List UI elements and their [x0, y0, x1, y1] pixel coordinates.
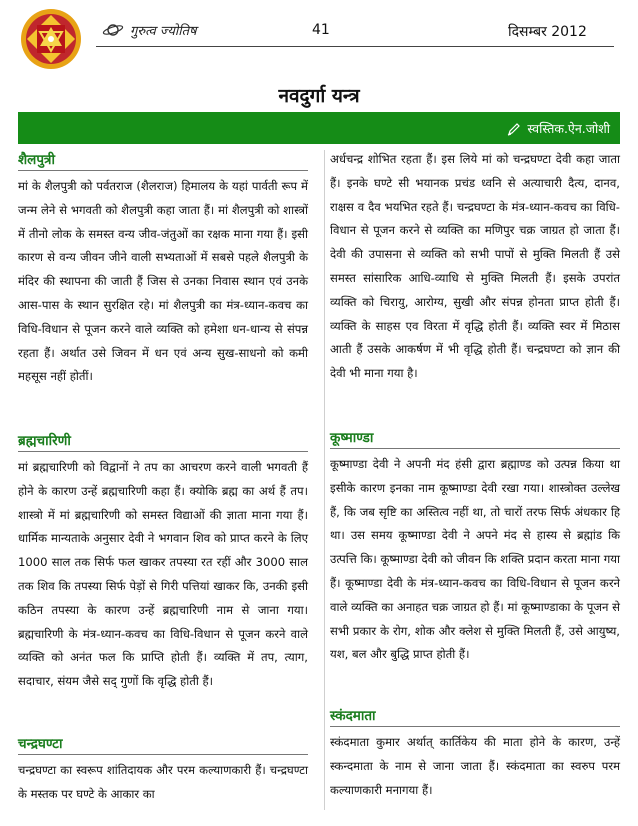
yantra-logo-icon [20, 8, 82, 70]
section-shailputri [18, 150, 308, 389]
section-chandraghanta [18, 734, 308, 807]
section-skandamata [330, 706, 620, 802]
section-body: मां के शैलपुत्री को पर्वतराज (शैलराज) हिमालय के यहां पार्वती रूप में जन्म लेने से भगवती को शैलपुत्री कहा जाता हैं। मां शैलपुत्री को शास्त्रों में तीनो लोक के समस्त वन्य जीव-जंतुओं का रक्षक माना गया हैं। इसी कारण से वन्य जीवन जीने वाली सभ्यताओं में सबसे पहले शैलपुत्री के मंदिर की स्थापना की जाती हैं जिस से उनका निवास स्थान एवं उनके आस-पास के स्थान सुरक्षित रहे। मां शैलपुत्री का मंत्र-ध्यान-कवच का विधि-विधान से पूजन करने वाले व्यक्ति को हमेशा धन-धान्य से संपन्न रहता हैं। अर्थात उसे जिवन में धन एवं अन्य सुख-साधनो को कमी महसूस नहीं होतीं। [18, 179, 308, 384]
section-chandraghanta-continued [330, 148, 620, 386]
page-header [0, 0, 638, 68]
section-heading: कूष्माण्डा [330, 430, 374, 446]
issue-date: दिसम्बर 2012 [508, 24, 587, 40]
section-body: कूष्माण्डा देवी ने अपनी मंद हंसी द्वारा ब्रह्माण्ड को उत्पन्न किया था इसीके कारण इनका नाम कूष्माण्डा देवी रखा गया। शास्त्रोक्त उल्लेख हैं, कि जब सृष्टि का अस्तित्व नहीं था, तो चारों तरफ सिर्फ अंधकार हि था। उस समय कूष्माण्डा देवी ने अपने मंद से हास्य से ब्रह्मांड कि उत्पत्ति कि। कूष्माण्डा देवी को जीवन कि शक्ति प्रदान करता माना गया हैं। कूष्माण्डा देवी के मंत्र-ध्यान-कवच का विधि-विधान से पूजन करने वाले व्यक्ति का अनाहत चक्र जाग्रत हो हैं। मां कूष्माण्डाका के पूजन से सभी प्रकार के रोग, शोक और क्लेश से मुक्ति मिलती हैं, उसे आयुष्य, यश, बल और बुद्धि प्राप्त होती हैं। [330, 457, 620, 662]
section-body: अर्धचन्द्र शोभित रहता हैं। इस लिये मां को चन्द्रघण्टा देवी कहा जाता हैं। इनके घण्टे सी भयानक प्रचंड ध्वनि से अत्याचारी दैत्य, दानव, राक्षस व दैव भयभित रहते हैं। चन्द्रघण्टा के मंत्र-ध्यान-कवच का विधि-विधान से पूजन करने से व्यक्ति का मणिपुर चक्र जाग्रत हो जाता हैं। देवी की उपासना से व्यक्ति को सभी पापों से मुक्ति मिलती हैं उसे समस्त सांसारिक आधि-व्याधि से मुक्ति मिलती हैं। इसके उपरांत व्यक्ति को चिरायु, आरोग्य, सुखी और संपन्न होनता प्राप्त होती हैं। व्यक्ति के साहस एव विरता में वृद्धि होती हैं। व्यक्ति स्वर में मिठास आती हैं उसके आकर्षण में भी वृद्धि होती हैं। चन्द्रघण्टा को ज्ञान की देवी भी माना गया है। [330, 152, 620, 381]
header-divider [96, 46, 614, 47]
heading-underline [330, 448, 620, 449]
heading-underline [18, 754, 308, 755]
heading-underline [18, 170, 308, 171]
author-band [18, 112, 620, 144]
section-heading: ब्रह्मचारिणी [18, 433, 71, 449]
section-heading: चन्द्रघण्टा [18, 736, 63, 752]
author-byline [507, 120, 610, 137]
section-body: मां ब्रह्मचारिणी को विद्वानों ने तप का आचरण करने वाली भगवती हैं होने के कारण उन्हें ब्रह्मचारिणी कहा हैं। क्योकि ब्रह्म का अर्थ हैं तप। शास्त्रो में मां ब्रह्मचारिणी को समस्त विद्याओं की ज्ञाता माना गया हैं। धार्मिक मान्यताके अनुसार देवी ने भगवान शिव को प्राप्त करने के लिए 1000 साल तक सिर्फ फल खाकर तपस्या रत रहीं और 3000 साल तक शिव कि तपस्या सिर्फ पेड़ों से गिरी पत्तियां खाकर कि, उनकी इसी कठिन तपस्या के कारण उन्हें ब्रह्मचारिणी नाम से जाना गया। ब्रह्मचारिणी के मंत्र-ध्यान-कवच का विधि-विधान से पूजन करने वाले व्यक्ति को अनंत फल कि प्राप्ति होती हैं। व्यक्ति में तप, त्याग, सदाचार, संयम जैसे सद् गुणों कि वृद्धि होती हैं। [18, 460, 308, 689]
brand [102, 21, 197, 39]
brand-name: गुरुत्व ज्योतिष [130, 24, 197, 39]
planet-icon [102, 22, 124, 38]
heading-underline [330, 726, 620, 727]
section-heading: स्कंदमाता [330, 708, 376, 724]
column-divider [324, 150, 325, 810]
section-kushmanda [330, 428, 620, 667]
page-number: 41 [312, 22, 330, 38]
heading-underline [18, 451, 308, 452]
pen-icon [507, 122, 521, 136]
section-brahmacharini [18, 431, 308, 694]
article-title: नवदुर्गा यन्त्र [278, 85, 360, 107]
section-body: स्कंदमाता कुमार अर्थात् कार्तिकेय की माता होने के कारण, उन्हें स्कन्दमाता के नाम से जाना जाता हैं। स्कंदमाता का स्वरुप परम कल्याणकारी मनागया हैं। [330, 735, 620, 797]
author-name: स्वस्तिक.ऐन.जोशी [527, 121, 610, 136]
section-heading: शैलपुत्री [18, 152, 55, 168]
section-body: चन्द्रघण्टा का स्वरूप शांतिदायक और परम कल्याणकारी हैं। चन्द्रघण्टा के मस्तक पर घण्टे के आकार का [18, 763, 308, 801]
